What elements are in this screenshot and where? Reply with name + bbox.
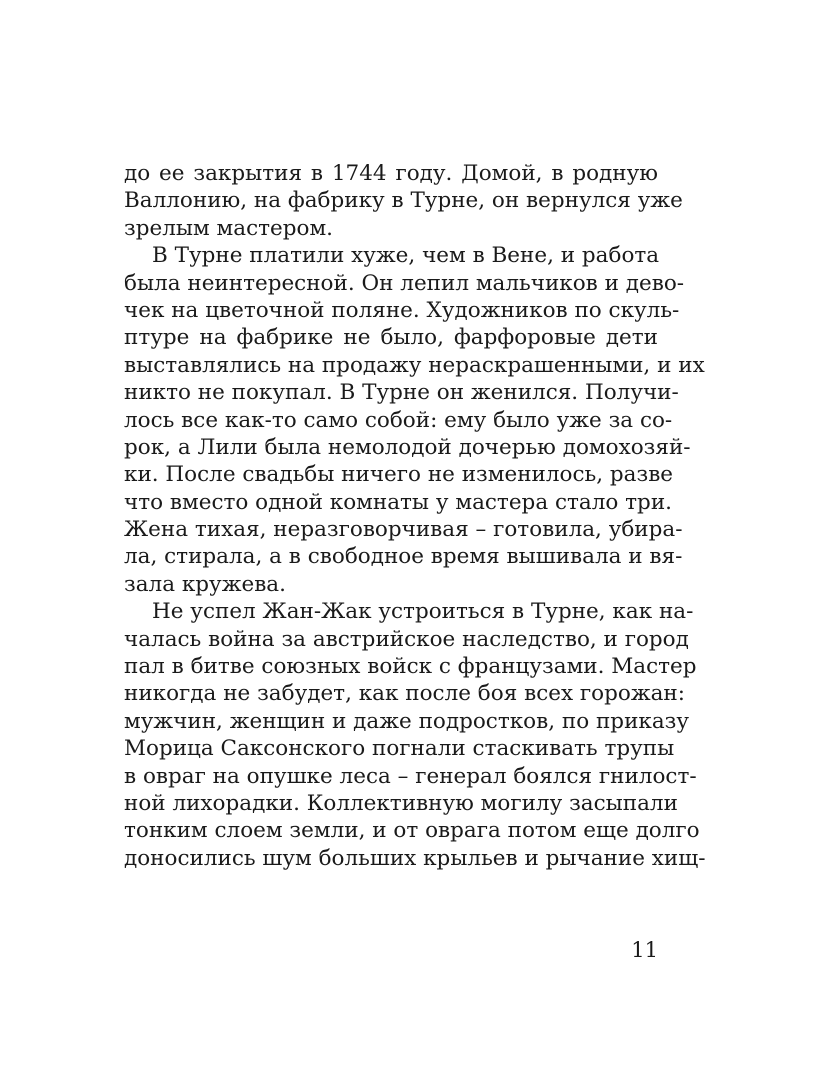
text-line: что вместо одной комнаты у мастера стало три. (124, 489, 672, 515)
text-line: Морица Саксонского погнали стаскивать трупы (124, 736, 675, 762)
text-line: Валлонию, на фабрику в Турне, он вернулся уже (124, 188, 683, 214)
page-number: 11 (631, 938, 658, 962)
text-line: доносились шум больших крыльев и рычание хищ- (124, 845, 706, 871)
text-line: выставлялись на продажу нераскрашенными, и их (124, 352, 705, 378)
text-line: чалась война за австрийское наследство, и город (124, 626, 689, 652)
text-line: в овраг на опушке леса – генерал боялся гнилост- (124, 763, 697, 789)
text-line: тонким слоем земли, и от оврага потом еще долго (124, 818, 700, 844)
text-line: зала кружева. (124, 571, 286, 597)
text-line: В Турне платили хуже, чем в Вене, и работа (152, 243, 660, 269)
text-line: птуре на фабрике не было, фарфоровые дети (124, 325, 658, 351)
text-line: ки. После свадьбы ничего не изменилось, разве (124, 462, 674, 488)
text-line: Не успел Жан-Жак устроиться в Турне, как на- (152, 599, 694, 625)
text-line: лось все как-то само собой: ему было уже за со- (124, 407, 673, 433)
text-line: Жена тихая, неразговорчивая – готовила, убира- (124, 517, 683, 543)
text-line: мужчин, женщин и даже подростков, по приказу (124, 708, 690, 734)
text-line: никогда не забудет, как после боя всех горожан: (124, 681, 686, 707)
text-line: ной лихорадки. Коллективную могилу засыпали (124, 790, 678, 816)
text-line: чек на цветочной поляне. Художников по скуль- (124, 297, 680, 323)
text-line: была неинтересной. Он лепил мальчиков и дево- (124, 270, 685, 296)
body-text (124, 160, 706, 872)
text-line: ла, стирала, а в свободное время вышивала и вя- (124, 544, 683, 570)
text-line: рок, а Лили была немолодой дочерью домохозяй- (124, 434, 691, 460)
text-line: зрелым мастером. (124, 215, 334, 241)
text-line: до ее закрытия в 1744 году. Домой, в родную (124, 161, 658, 186)
text-line: пал в битве союзных войск с французами. Мастер (124, 654, 697, 680)
text-line: никто не покупал. В Турне он женился. Получи- (124, 380, 679, 406)
